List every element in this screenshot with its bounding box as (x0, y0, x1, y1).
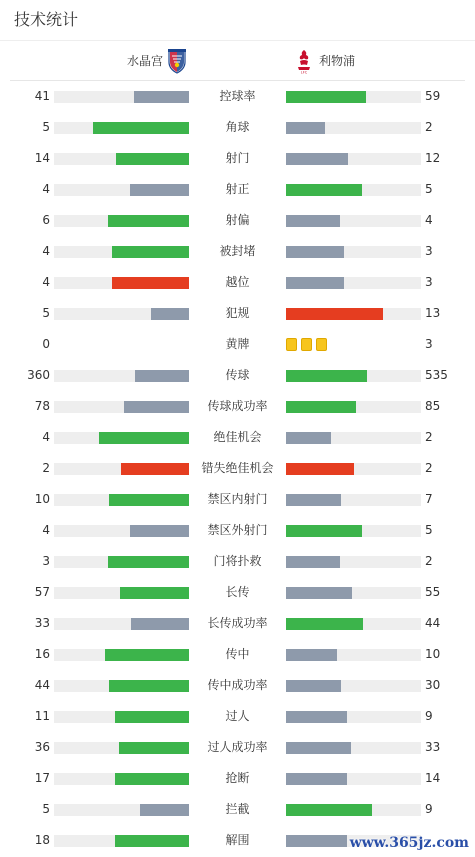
stat-row (0, 639, 475, 670)
stat-row (0, 360, 475, 391)
home-bar-track (54, 432, 189, 444)
away-bar-track (286, 153, 421, 165)
team-header (10, 41, 465, 81)
away-value: 3 (425, 244, 433, 258)
away-value: 4 (425, 213, 433, 227)
home-bar (120, 587, 189, 599)
stat-label: 被封堵 (219, 244, 256, 258)
home-value: 10 (34, 492, 50, 506)
home-value: 6 (42, 213, 50, 227)
home-value: 360 (27, 368, 50, 382)
away-value: 2 (425, 430, 433, 444)
away-bar (286, 277, 344, 289)
watermark: www.365jz.com (349, 835, 469, 851)
stat-row (0, 763, 475, 794)
away-bar-track (286, 401, 421, 413)
away-bar (286, 680, 341, 692)
stat-row (0, 794, 475, 825)
home-bar (140, 804, 189, 816)
yellow-card-icon (316, 338, 327, 351)
home-team-name: 水晶宫 (126, 54, 163, 68)
away-bar (286, 773, 347, 785)
away-bar-track (286, 122, 421, 134)
home-value: 14 (34, 151, 50, 165)
home-bar (108, 215, 189, 227)
away-bar (286, 401, 356, 413)
away-value: 535 (425, 368, 448, 382)
home-bar-track (54, 680, 189, 692)
away-bar (286, 246, 344, 258)
stat-label: 解围 (225, 833, 250, 847)
stat-label: 传球成功率 (207, 399, 268, 413)
away-bar-track (286, 370, 421, 382)
home-bar (115, 773, 189, 785)
home-value: 57 (34, 585, 50, 599)
away-bar (286, 525, 362, 537)
home-bar (116, 153, 189, 165)
stat-row (0, 329, 475, 360)
away-value: 3 (425, 275, 433, 289)
home-bar (109, 680, 189, 692)
home-bar-track (54, 556, 189, 568)
away-bar-track (286, 277, 421, 289)
home-bar (93, 122, 189, 134)
home-value: 4 (42, 244, 50, 258)
home-bar (151, 308, 189, 320)
away-value: 55 (425, 585, 441, 599)
away-bar-track (286, 649, 421, 661)
home-value: 36 (34, 740, 50, 754)
away-bar (286, 122, 325, 134)
page-title: 技术统计 (14, 10, 79, 29)
home-bar-track (54, 215, 189, 227)
away-value: 5 (425, 182, 433, 196)
away-bar-track (286, 773, 421, 785)
stat-label: 角球 (225, 120, 250, 134)
away-bar-track (286, 215, 421, 227)
stat-label: 射偏 (225, 213, 250, 227)
home-bar (121, 463, 189, 475)
away-value: 59 (425, 89, 441, 103)
home-bar (99, 432, 189, 444)
stat-row (0, 174, 475, 205)
stat-label: 传中成功率 (207, 678, 268, 692)
home-value: 4 (42, 275, 50, 289)
stat-row (0, 732, 475, 763)
stat-label: 禁区内射门 (207, 492, 268, 506)
home-value: 11 (34, 709, 50, 723)
home-bar-track (54, 773, 189, 785)
stat-label: 长传 (225, 585, 250, 599)
stat-label: 黄牌 (225, 337, 250, 351)
home-bar-track (54, 277, 189, 289)
crystal-palace-crest-icon (166, 48, 188, 74)
away-bar (286, 215, 340, 227)
home-bar-track (54, 804, 189, 816)
away-value: 2 (425, 554, 433, 568)
home-value: 5 (42, 802, 50, 816)
home-bar-track (54, 401, 189, 413)
stat-label: 射门 (225, 151, 250, 165)
away-yellow-cards (286, 338, 331, 352)
home-bar (134, 91, 189, 103)
home-bar-track (54, 246, 189, 258)
home-value: 78 (34, 399, 50, 413)
stat-row (0, 670, 475, 701)
stat-label: 过人成功率 (207, 740, 268, 754)
title-bar (0, 0, 475, 41)
home-value: 4 (42, 523, 50, 537)
stat-row (0, 701, 475, 732)
away-bar-track (286, 587, 421, 599)
home-bar (115, 835, 189, 847)
away-bar-track (286, 556, 421, 568)
stat-label: 禁区外射门 (207, 523, 268, 537)
stat-label: 过人 (225, 709, 250, 723)
home-bar (135, 370, 189, 382)
away-bar (286, 711, 347, 723)
away-bar-track (286, 680, 421, 692)
stat-row (0, 81, 475, 112)
away-bar (286, 649, 337, 661)
stat-row (0, 484, 475, 515)
away-value: 7 (425, 492, 433, 506)
stat-row (0, 236, 475, 267)
home-bar-track (54, 835, 189, 847)
yellow-card-icon (301, 338, 312, 351)
stat-row (0, 391, 475, 422)
away-bar-track (286, 525, 421, 537)
stat-label: 错失绝佳机会 (201, 461, 274, 475)
away-bar-track (286, 463, 421, 475)
home-value: 44 (34, 678, 50, 692)
away-bar (286, 370, 367, 382)
home-bar (131, 618, 189, 630)
away-bar-track (286, 91, 421, 103)
stat-row (0, 422, 475, 453)
home-bar (108, 556, 189, 568)
home-value: 4 (42, 430, 50, 444)
home-bar-track (54, 618, 189, 630)
away-bar (286, 742, 351, 754)
away-value: 9 (425, 709, 433, 723)
away-value: 5 (425, 523, 433, 537)
stat-row (0, 577, 475, 608)
stat-row (0, 267, 475, 298)
stat-label: 绝佳机会 (213, 430, 262, 444)
away-bar (286, 804, 372, 816)
stat-label: 拦截 (225, 802, 250, 816)
liverpool-crest-icon (293, 48, 315, 74)
svg-text:LFC: LFC (300, 70, 308, 74)
away-bar-track (286, 742, 421, 754)
away-bar-track (286, 494, 421, 506)
home-bar (119, 742, 189, 754)
home-bar-track (54, 742, 189, 754)
away-value: 2 (425, 461, 433, 475)
home-bar-track (54, 587, 189, 599)
home-bar-track (54, 91, 189, 103)
home-value: 4 (42, 182, 50, 196)
stat-label: 越位 (225, 275, 250, 289)
away-bar (286, 153, 348, 165)
stat-label: 门将扑救 (213, 554, 262, 568)
home-value: 5 (42, 120, 50, 134)
home-bar-track (54, 463, 189, 475)
home-value: 3 (42, 554, 50, 568)
home-bar (112, 277, 189, 289)
home-bar-track (54, 153, 189, 165)
home-bar (105, 649, 189, 661)
away-value: 44 (425, 616, 441, 630)
stat-row (0, 453, 475, 484)
away-value: 10 (425, 647, 441, 661)
away-bar (286, 556, 340, 568)
away-bar (286, 618, 363, 630)
away-bar-track (286, 432, 421, 444)
away-value: 12 (425, 151, 441, 165)
away-bar-track (286, 618, 421, 630)
stat-label: 犯规 (225, 306, 250, 320)
home-bar-track (54, 370, 189, 382)
away-bar-track (286, 804, 421, 816)
stat-label: 抢断 (225, 771, 250, 785)
away-team-name: 利物浦 (319, 54, 356, 68)
home-bar-track (54, 494, 189, 506)
away-bar (286, 432, 331, 444)
away-value: 9 (425, 802, 433, 816)
home-value: 41 (34, 89, 50, 103)
away-bar-track (286, 246, 421, 258)
home-bar-track (54, 711, 189, 723)
away-bar-track (286, 711, 421, 723)
home-bar (130, 184, 189, 196)
away-value: 13 (425, 306, 441, 320)
away-bar (286, 587, 352, 599)
away-value: 33 (425, 740, 441, 754)
away-bar (286, 463, 354, 475)
stat-label: 控球率 (219, 89, 256, 103)
away-value: 14 (425, 771, 441, 785)
home-value: 0 (42, 337, 50, 351)
home-bar-track (54, 184, 189, 196)
home-value: 33 (34, 616, 50, 630)
stat-row (0, 546, 475, 577)
home-bar (130, 525, 189, 537)
home-value: 16 (34, 647, 50, 661)
home-bar-track (54, 525, 189, 537)
away-bar (286, 184, 362, 196)
stat-label: 射正 (225, 182, 250, 196)
home-bar (115, 711, 189, 723)
home-bar-track (54, 122, 189, 134)
stat-label: 长传成功率 (207, 616, 268, 630)
stat-label: 传球 (225, 368, 250, 382)
yellow-card-icon (286, 338, 297, 351)
home-bar (112, 246, 189, 258)
away-bar-track (286, 184, 421, 196)
home-value: 5 (42, 306, 50, 320)
home-bar (109, 494, 189, 506)
away-value: 3 (425, 337, 433, 351)
stat-row (0, 143, 475, 174)
home-bar (124, 401, 189, 413)
home-value: 2 (42, 461, 50, 475)
stat-row (0, 205, 475, 236)
away-value: 30 (425, 678, 441, 692)
stat-row (0, 608, 475, 639)
away-bar (286, 494, 341, 506)
away-bar-track (286, 308, 421, 320)
away-bar (286, 91, 366, 103)
stat-row (0, 298, 475, 329)
away-value: 85 (425, 399, 441, 413)
home-value: 18 (34, 833, 50, 847)
stat-row (0, 515, 475, 546)
home-value: 17 (34, 771, 50, 785)
away-value: 2 (425, 120, 433, 134)
away-bar (286, 835, 347, 847)
home-bar-track (54, 308, 189, 320)
away-bar (286, 308, 383, 320)
stat-label: 传中 (225, 647, 250, 661)
home-bar-track (54, 649, 189, 661)
stat-row (0, 112, 475, 143)
